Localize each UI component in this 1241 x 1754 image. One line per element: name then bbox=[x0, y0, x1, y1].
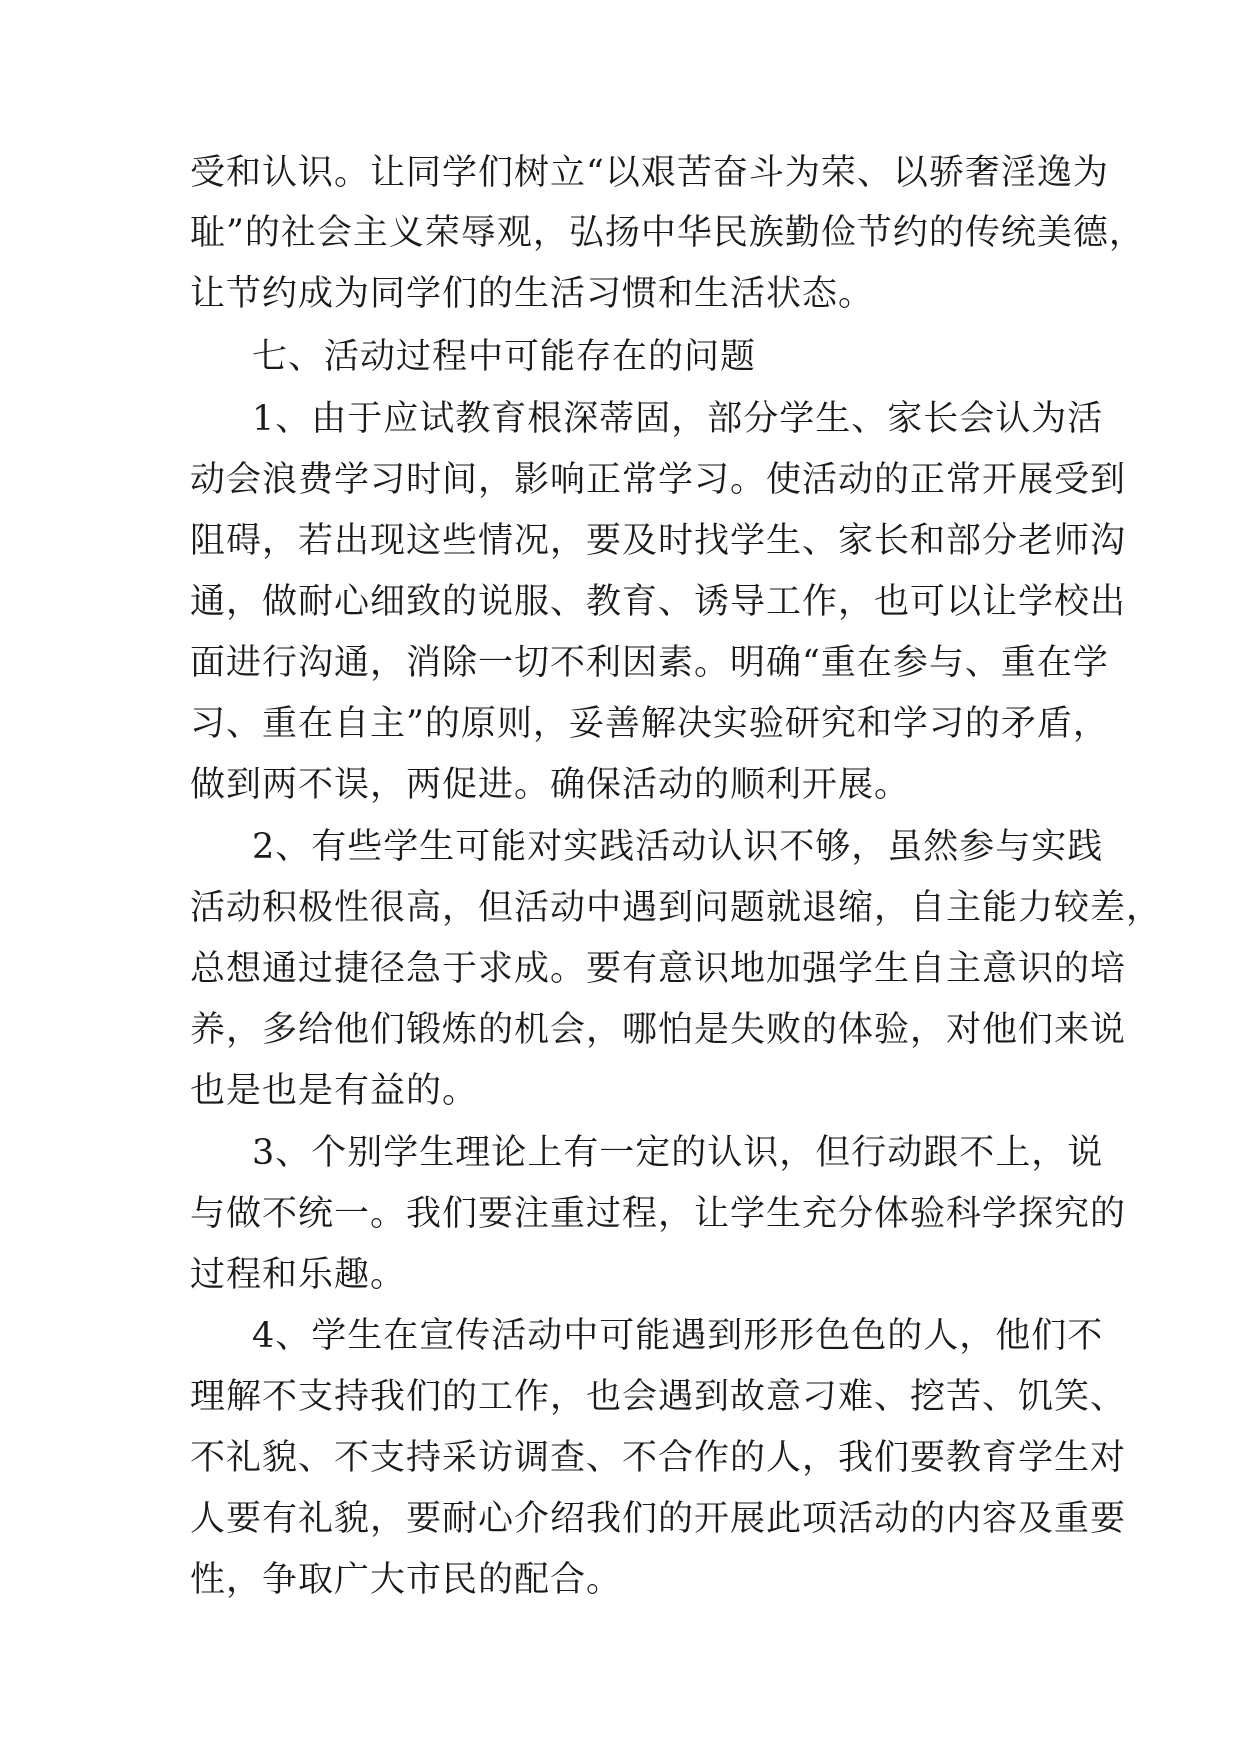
text-line: 受和认识。让同学们树立“以艰苦奋斗为荣、以骄奢淫逸为 bbox=[190, 153, 1109, 193]
text-line: 通，做耐心细致的说服、教育、诱导工作，也可以让学校出 bbox=[190, 582, 1127, 622]
text-line: 1、由于应试教育根深蒂固，部分学生、家长会认为活 bbox=[252, 399, 1104, 439]
text-line: 面进行沟通，消除一切不利因素。明确“重在参与、重在学 bbox=[190, 643, 1109, 683]
text-line: 过程和乐趣。 bbox=[190, 1255, 407, 1295]
text-line: 做到两不误，两促进。确保活动的顺利开展。 bbox=[190, 765, 911, 805]
text-line: 耻”的社会主义荣辱观，弘扬中华民族勤俭节约的传统美德， bbox=[190, 213, 1145, 253]
text-line: 人要有礼貌，要耐心介绍我们的开展此项活动的内容及重要 bbox=[190, 1499, 1127, 1539]
text-line: 理解不支持我们的工作，也会遇到故意刁难、挖苦、饥笑、 bbox=[190, 1377, 1127, 1417]
text-line: 阻碍，若出现这些情况，要及时找学生、家长和部分老师沟 bbox=[190, 521, 1127, 561]
text-line: 性，争取广大市民的配合。 bbox=[190, 1560, 623, 1600]
text-line: 习、重在自主”的原则，妥善解决实验研究和学习的矛盾， bbox=[190, 704, 1109, 744]
text-line: 不礼貌、不支持采访调查、不合作的人，我们要教育学生对 bbox=[190, 1438, 1127, 1478]
text-line: 2、有些学生可能对实践活动认识不够，虽然参与实践 bbox=[252, 827, 1104, 867]
text-line: 与做不统一。我们要注重过程，让学生充分体验科学探究的 bbox=[190, 1194, 1127, 1234]
text-line: 活动积极性很高，但活动中遇到问题就退缩，自主能力较差， bbox=[190, 888, 1163, 928]
text-line: 也是也是有益的。 bbox=[190, 1071, 479, 1111]
text-line: 动会浪费学习时间，影响正常学习。使活动的正常开展受到 bbox=[190, 460, 1127, 500]
text-line: 总想通过捷径急于求成。要有意识地加强学生自主意识的培 bbox=[190, 949, 1127, 989]
text-line: 3、个别学生理论上有一定的认识，但行动跟不上，说 bbox=[252, 1133, 1104, 1173]
text-line: 养，多给他们锻炼的机会，哪怕是失败的体验，对他们来说 bbox=[190, 1010, 1127, 1050]
text-line: 让节约成为同学们的生活习惯和生活状态。 bbox=[190, 274, 875, 314]
text-line: 4、学生在宣传活动中可能遇到形形色色的人，他们不 bbox=[252, 1316, 1104, 1356]
section-heading: 七、活动过程中可能存在的问题 bbox=[252, 337, 757, 377]
